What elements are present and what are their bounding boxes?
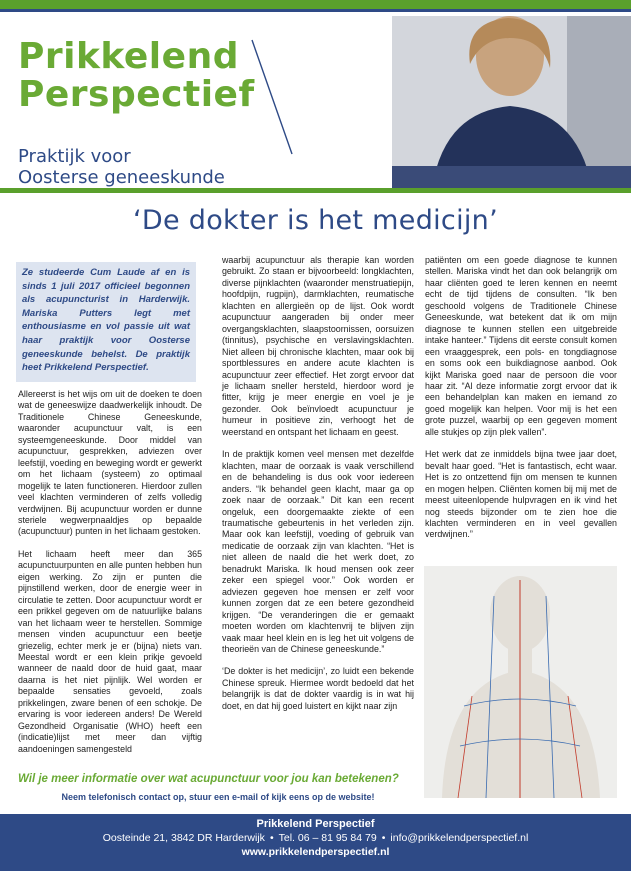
footer-address: Oosteinde 21, 3842 DR Harderwijk	[102, 832, 265, 844]
column-2	[222, 255, 414, 723]
paragraph: Het lichaam heeft meer dan 365 acupunctuurpunten en alle punten hebben hun eigen werking. Zo zijn er punten die pijnstillend werken, door de energie weer in circulatie te zetten. Door acupunctuur wordt er een prikkel gegeven om de natuurlijke balans van het lichaam weer te herstellen. Sommige mensen vinden acupunctuur een beetje griezelig, echter merk je er (bijna) niets van. Meestal wordt er een klein prikje gevoeld wanneer de naald door de huid gaat, maar daarna is het niet pijnlijk. Wel worden er bepaalde sensaties gevoeld, zoals prikkelingen, zware benen of een schokje. De ervaring is voor iedereen anders! De Wereld Gezondheid Organisatie (WHO) heeft een (indicatie)lijst met meer dan vijftig aandoeningen samengesteld	[18, 548, 202, 754]
column-1	[18, 389, 202, 766]
needle-slash-icon	[248, 38, 298, 158]
subtitle-line-1: Praktijk voor	[18, 146, 131, 167]
paragraph: Allereerst is het wijs om uit de doeken te doen wat de geneeswijze daadwerkelijk inhoudt. De Traditionele Chinese Geneeskunde, waaronder acupunctuur valt, is een systeemgeneeskunde. Door middel van acupunctuur, gesprekken, adviezen over leefstijl, voeding en beweging wordt er gewerkt om het lichaam (systeem) zo optimaal mogelijk te laten functioneren. Hierdoor zullen veel klachten verminderen of zelfs volledig verdwijnen. Bij acupunctuur worden er dunne steriele wegwerpnaaldjes op bepaalde (acupunctuur) punten in het lichaam gestoken.	[18, 389, 203, 537]
paragraph: patiënten om een goede diagnose te kunnen stellen. Mariska vindt het dan ook belangrijk om haar cliënten goed te leren kennen en neemt echt de tijd tijdens de consulten. “Ik ben geschoold volgens de Traditionele Chinese Geneeskunde, wat betekent dat ik om mijn diagnose te kunnen stellen een uitgebreide intake hanteer.” Tijdens dit eerste consult komen een vraaggesprek, een pols- en tongdiagnose en soms ook een buikdiagnose aanbod. Ook kijkt Mariska goed naar de persoon die voor haar zit. “Al deze informatie zorgt ervoor dat ik een behandelplan kan maken en iemand zo goed mogelijk kan helpen. Voor mij is het een grote puzzel, waarbij op een gegeven moment alle stukjes op zijn plek vallen”.	[425, 255, 617, 437]
logo	[18, 38, 255, 114]
paragraph: waarbij acupunctuur als therapie kan worden gebruikt. Zo staan er bijvoorbeeld: longklachten, diverse pijnklachten (waaronder menstruatiepijn, hoofdpijn, rugpijn), darmklachten, reumatische klachten en allergieën op de lijst. Ook wordt acupunctuur aangeraden bij onder meer overgangsklachten, slaapstoornissen, oorsuizen (tinnitus), psychische en verslavingsklachten. Niet alleen bij chronische klachten, maar ook bij sportblessures en andere acute klachten is acupunctuur zeer effectief. Het zorgt ervoor dat je lichaam sneller hersteld, hierdoor word je fitter, krijg je meer energie en voel je je gezonder. Ook beïnvloedt acupunctuur je humeur in positieve zin, verhoogt het de weerstand en ontspant het lichaam en geest.	[222, 255, 414, 437]
top-blue-bar	[0, 9, 631, 12]
paragraph: In de praktijk komen veel mensen met dezelfde klachten, maar de oorzaak is vaak verschillend en de behandeling is dus ook voor iedereen anders. “Ik behandel geen klacht, maar ga op zoek naar de oorzaak.” Dit kan een recent ongeluk, een doorgemaakte ziekte of een traumatische gebeurtenis in het verleden zijn. Maar ook kan leefstijl, voeding of gebruik van medicatie de oorzaak zijn van klachten. “Het is niet alleen de naald die het werk doet, zo benadrukt Mariska. Ik houd mensen ook zeer zeker een spiegel voor.” Ook worden er adviezen gegeven hoe mensen er zelf voor kunnen zorgen dat ze een betere gezondheid krijgen. “De veranderingen die er gemaakt moeten worden om klachtenvrij te blijven zijn vaak maar heel klein en is leg het uit volgens de theorieën van de Chinese geneeskunde.”	[222, 449, 414, 654]
contact-call: Neem telefonisch contact op, stuur een e-mail of kijk eens op de website!	[61, 792, 375, 802]
headline: ‘De dokter is het medicijn’	[133, 205, 498, 236]
portrait-photo	[392, 16, 631, 188]
footer-website[interactable]: www.prikkelendperspectief.nl	[241, 846, 390, 858]
paragraph: Het werk dat ze inmiddels bijna twee jaar doet, bevalt haar goed. “Het is fantastisch, echt waar. Het is zo ontzettend fijn om mensen te kunnen en mogen helpen. Cliënten komen bij mij met de meest uiteenlopende hulpvragen en ik vind het nog steeds bijzonder om te zien hoe die klachten verminderen en in veel gevallen verdwijnen.”	[425, 449, 617, 540]
acupuncture-model-photo	[424, 566, 617, 798]
info-question: Wil je meer informatie over wat acupunctuur voor jou kan betekenen?	[18, 773, 399, 785]
bullet-icon: •	[269, 832, 274, 844]
top-green-bar	[0, 0, 631, 9]
logo-line-2: Perspectief	[18, 74, 255, 115]
footer-email[interactable]: info@prikkelendperspectief.nl	[390, 832, 529, 844]
footer-contact	[0, 832, 631, 844]
paragraph: ‘De dokter is het medicijn’, zo luidt een bekende Chinese spreuk. Hiermee wordt bedoeld dat het belangrijk is dat de dokter vaardig is in wat hij doet, en dat hij goed luistert en kijkt naar zijn	[222, 666, 414, 711]
logo-subtitle	[18, 146, 225, 188]
intro-box	[16, 262, 196, 382]
logo-line-1: Prikkelend	[18, 36, 239, 77]
bullet-icon: •	[381, 832, 386, 844]
column-3	[425, 255, 617, 552]
subtitle-line-2: Oosterse geneeskunde	[18, 167, 225, 188]
footer-phone[interactable]: Tel. 06 – 81 95 84 79	[278, 832, 377, 844]
footer-name: Prikkelend Perspectief	[256, 818, 375, 830]
intro-text: Ze studeerde Cum Laude af en is sinds 1 juli 2017 officieel begonnen als acupuncturist in Harderwijk. Mariska Putters legt met enthousiasme en vol passie uit wat haar praktijk voor Oosterse geneeskunde behelst. De praktijk heet Prikkelend Perspectief.	[22, 267, 190, 374]
footer	[0, 814, 631, 871]
header-divider	[0, 188, 631, 193]
